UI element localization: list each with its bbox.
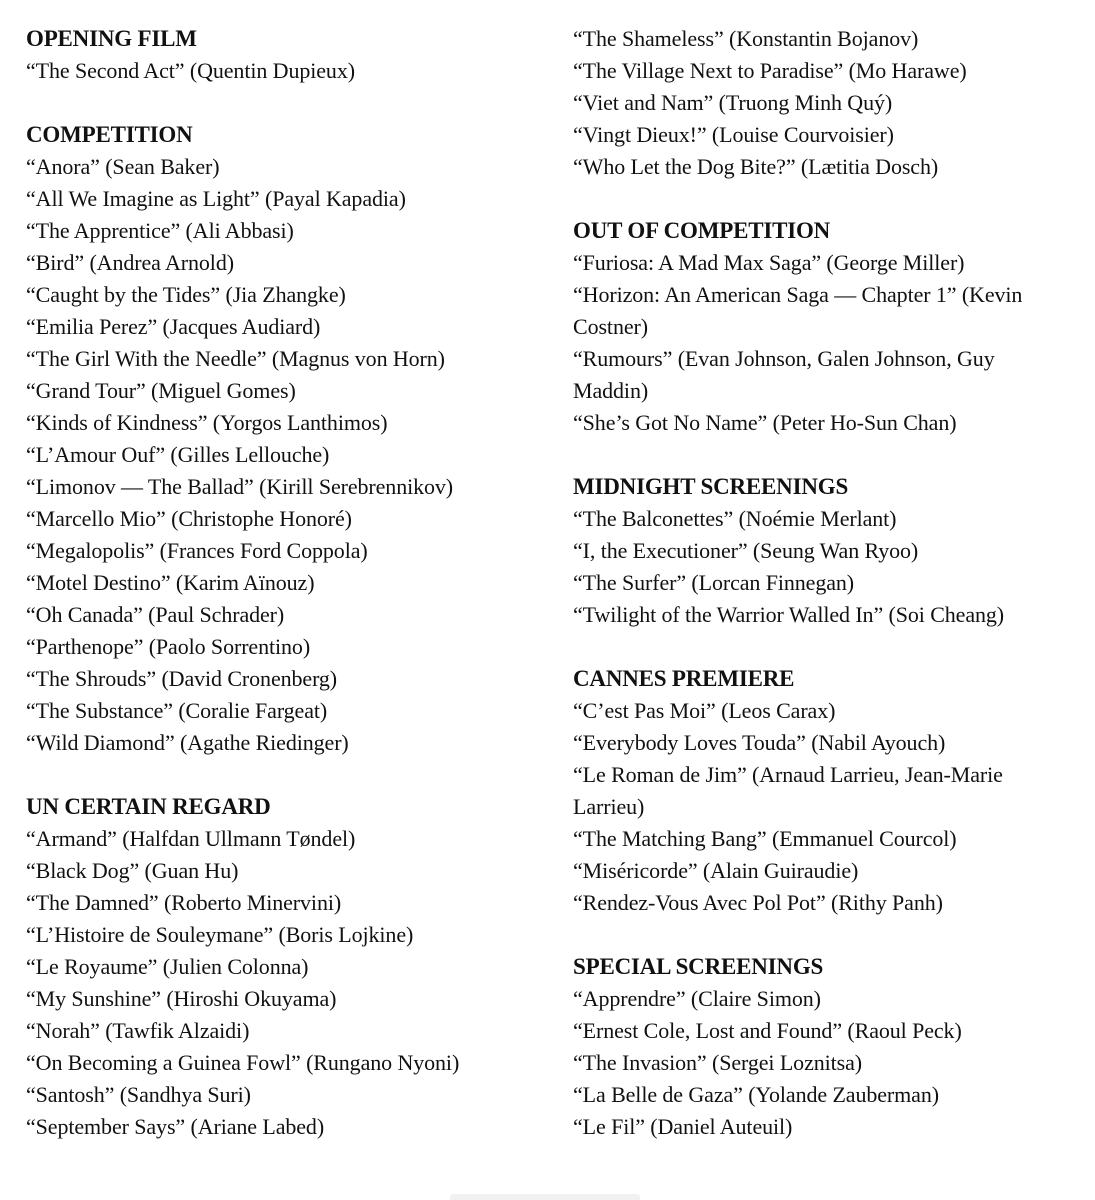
film-entry: “Vingt Dieux!” (Louise Courvoisier) — [573, 122, 894, 147]
film-entry: “Caught by the Tides” (Jia Zhangke) — [26, 282, 346, 307]
film-entry: “The Girl With the Needle” (Magnus von Horn) — [26, 346, 445, 371]
film-entry: “L’Amour Ouf” (Gilles Lellouche) — [26, 442, 330, 467]
film-entry: “Parthenope” (Paolo Sorrentino) — [26, 634, 311, 659]
section-special-screenings — [573, 951, 1073, 1143]
film-entry: “Emilia Perez” (Jacques Audiard) — [26, 314, 321, 339]
film-entry: “Le Fil” (Daniel Auteuil) — [573, 1114, 793, 1139]
film-entry: “Megalopolis” (Frances Ford Coppola) — [26, 538, 368, 563]
film-entry: “Everybody Loves Touda” (Nabil Ayouch) — [573, 730, 946, 755]
film-entry: “Viet and Nam” (Truong Minh Quý) — [573, 90, 893, 115]
film-entry: “Wild Diamond” (Agathe Riedinger) — [26, 730, 349, 755]
film-entry: “All We Imagine as Light” (Payal Kapadia) — [26, 186, 406, 211]
film-entry: “Rendez-Vous Avec Pol Pot” (Rithy Panh) — [573, 890, 943, 915]
film-entry: “Black Dog” (Guan Hu) — [26, 858, 239, 883]
film-entry: “On Becoming a Guinea Fowl” (Rungano Nyoni) — [26, 1050, 460, 1075]
left-column — [26, 23, 546, 1175]
film-entry: “Furiosa: A Mad Max Saga” (George Miller) — [573, 250, 965, 275]
film-entry: “September Says” (Ariane Labed) — [26, 1114, 325, 1139]
section-competition — [26, 119, 546, 759]
section-heading: COMPETITION — [26, 122, 193, 147]
film-entry: “Limonov — The Ballad” (Kirill Serebrennikov) — [26, 474, 454, 499]
film-entry: “Miséricorde” (Alain Guiraudie) — [573, 858, 859, 883]
section-un-certain-regard — [26, 791, 546, 1143]
film-entry: “Twilight of the Warrior Walled In” (Soi Cheang) — [573, 602, 1005, 627]
film-entry: “Marcello Mio” (Christophe Honoré) — [26, 506, 352, 531]
section-heading: UN CERTAIN REGARD — [26, 794, 271, 819]
film-entry: “Motel Destino” (Karim Aïnouz) — [26, 570, 315, 595]
film-entry: “L’Histoire de Souleymane” (Boris Lojkine) — [26, 922, 414, 947]
film-entry: “Le Royaume” (Julien Colonna) — [26, 954, 309, 979]
film-entry: “Norah” (Tawfik Alzaidi) — [26, 1018, 250, 1043]
section-cannes-premiere — [573, 663, 1073, 919]
section-heading: OPENING FILM — [26, 26, 197, 51]
section-heading: OUT OF COMPETITION — [573, 218, 831, 243]
film-entry: “Ernest Cole, Lost and Found” (Raoul Peck) — [573, 1018, 962, 1043]
section-out-of-competition — [573, 215, 1073, 439]
film-entry: “I, the Executioner” (Seung Wan Ryoo) — [573, 538, 919, 563]
film-entry: “The Damned” (Roberto Minervini) — [26, 890, 342, 915]
film-entry: “The Second Act” (Quentin Dupieux) — [26, 58, 355, 83]
film-entry: “The Balconettes” (Noémie Merlant) — [573, 506, 897, 531]
film-entry: “Oh Canada” (Paul Schrader) — [26, 602, 285, 627]
film-entry: “The Surfer” (Lorcan Finnegan) — [573, 570, 855, 595]
right-column — [573, 23, 1073, 1175]
section-continued — [573, 23, 1073, 183]
section-heading: SPECIAL SCREENINGS — [573, 954, 824, 979]
film-entry: “My Sunshine” (Hiroshi Okuyama) — [26, 986, 337, 1011]
film-entry: “Santosh” (Sandhya Suri) — [26, 1082, 251, 1107]
film-entry: “The Shameless” (Konstantin Bojanov) — [573, 26, 919, 51]
film-entry: “The Apprentice” (Ali Abbasi) — [26, 218, 294, 243]
section-opening-film — [26, 23, 546, 87]
film-entry: “The Village Next to Paradise” (Mo Harawe) — [573, 58, 967, 83]
film-entry: “The Substance” (Coralie Fargeat) — [26, 698, 328, 723]
film-entry: “Bird” (Andrea Arnold) — [26, 250, 234, 275]
film-entry: “Grand Tour” (Miguel Gomes) — [26, 378, 296, 403]
film-entry: “Rumours” (Evan Johnson, Galen Johnson, Guy Maddin) — [573, 346, 995, 403]
film-entry: “The Matching Bang” (Emmanuel Courcol) — [573, 826, 957, 851]
film-entry: “C’est Pas Moi” (Leos Carax) — [573, 698, 836, 723]
film-entry: “La Belle de Gaza” (Yolande Zauberman) — [573, 1082, 939, 1107]
film-entry: “Anora” (Sean Baker) — [26, 154, 220, 179]
film-entry: “Le Roman de Jim” (Arnaud Larrieu, Jean-Marie Larrieu) — [573, 762, 1003, 819]
film-entry: “Armand” (Halfdan Ullmann Tøndel) — [26, 826, 356, 851]
film-entry: “She’s Got No Name” (Peter Ho-Sun Chan) — [573, 410, 957, 435]
film-entry: “Apprendre” (Claire Simon) — [573, 986, 821, 1011]
film-entry: “Horizon: An American Saga — Chapter 1” (Kevin Costner) — [573, 282, 1023, 339]
section-heading: MIDNIGHT SCREENINGS — [573, 474, 849, 499]
bottom-scroll-hint — [450, 1194, 640, 1200]
film-entry: “Kinds of Kindness” (Yorgos Lanthimos) — [26, 410, 388, 435]
film-entry: “The Invasion” (Sergei Loznitsa) — [573, 1050, 863, 1075]
film-entry: “Who Let the Dog Bite?” (Lætitia Dosch) — [573, 154, 939, 179]
film-entry: “The Shrouds” (David Cronenberg) — [26, 666, 338, 691]
section-heading: CANNES PREMIERE — [573, 666, 795, 691]
section-midnight-screenings — [573, 471, 1073, 631]
